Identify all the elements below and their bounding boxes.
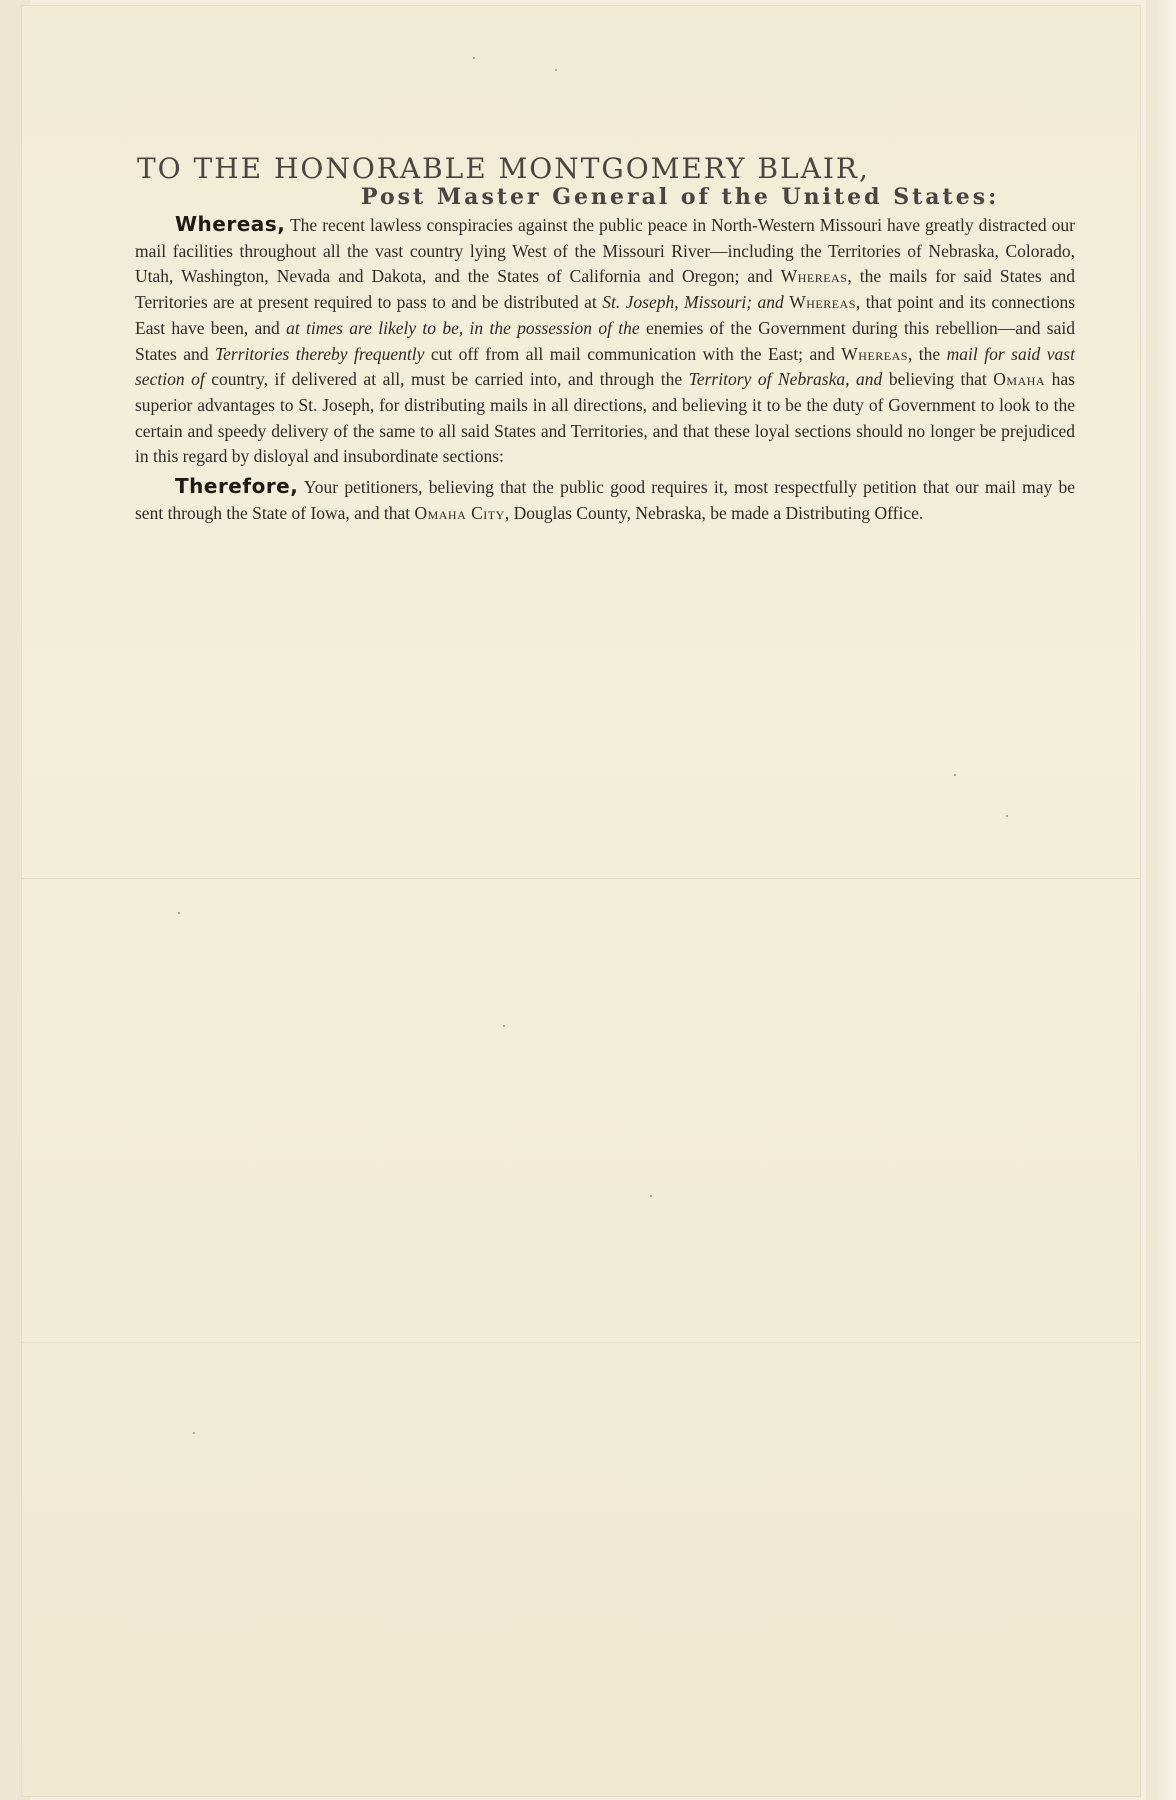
whereas-italic-5: Territory of Nebraska, and — [688, 369, 883, 390]
whereas-text-5: cut off from all mail communication with the East; and — [424, 343, 842, 364]
paper-speck — [1006, 815, 1008, 817]
therefore-text-2: , Douglas County, Nebraska, be made a Distributing Office. — [504, 502, 924, 523]
therefore-lead: Therefore, — [175, 474, 299, 499]
whereas-text-8: believing that — [882, 369, 994, 390]
paper-speck — [954, 774, 956, 776]
document-title: TO THE HONORABLE MONTGOMERY BLAIR, — [137, 152, 870, 185]
whereas-paragraph — [135, 212, 1075, 470]
whereas-italic-1: St. Joseph, Missouri; and — [602, 292, 790, 313]
paper-speck — [503, 1025, 505, 1027]
whereas-text-9: has superior advantages to St. Joseph, for distributing mails in all directions, and believing it to be the duty of Government to look to the certain and speedy delivery of the same to all said States and Territories, and that these loyal sections should no longer be prejudiced in this regard by disloyal and insubordinate sections: — [135, 369, 1075, 467]
whereas-text-3: , that point and its connections East have been, and — [135, 292, 1076, 338]
whereas-italic-2: at times are likely to be, in the possession of the — [286, 317, 640, 338]
paper-speck — [193, 1432, 195, 1434]
paper-speck — [178, 912, 180, 914]
whereas-italic-3: Territories thereby frequently — [215, 343, 425, 364]
therefore-paragraph — [135, 474, 1075, 526]
fold-line-lower — [22, 1342, 1140, 1343]
whereas-text-2: , the mails for said States and Territories are at present required to pass to and be distributed at — [135, 266, 1075, 313]
document-subtitle: Post Master General of the United States: — [361, 184, 1000, 210]
whereas-smallcaps-4: Omaha — [993, 369, 1046, 390]
whereas-smallcaps-2: Whereas — [789, 292, 856, 313]
petition-body — [135, 212, 1075, 526]
whereas-smallcaps-1: Whereas — [780, 266, 848, 287]
fold-line-upper — [22, 878, 1140, 879]
paper-speck — [650, 1195, 652, 1197]
whereas-lead: Whereas, — [175, 212, 286, 236]
whereas-text-6: , the — [907, 343, 947, 364]
whereas-italic-4: mail for said vast section of — [135, 343, 1075, 390]
therefore-text-1: Your petitioners, believing that the public good requires it, most respectfully petition that our mail may be sent through the State of Iowa, and that — [135, 477, 1075, 523]
background-right-edge — [1146, 0, 1176, 1800]
paper-speck — [555, 69, 557, 71]
therefore-smallcaps-1: Omaha City — [414, 502, 505, 523]
whereas-text-7: country, if delivered at all, must be carried into, and through the — [204, 369, 689, 390]
whereas-text-1: The recent lawless conspiracies against the public peace in North-Western Missouri have greatly distracted our mail facilities throughout all the vast country lying West of the Missouri River—including the Territories of Nebraska, Colorado, Utah, Washington, Nevada and Dakota, and the States of California and Oregon; and — [135, 215, 1075, 287]
whereas-text-4: enemies of the Government during this rebellion—and said States and — [135, 317, 1075, 364]
whereas-smallcaps-3: Whereas — [841, 343, 908, 364]
paper-speck — [473, 57, 475, 59]
